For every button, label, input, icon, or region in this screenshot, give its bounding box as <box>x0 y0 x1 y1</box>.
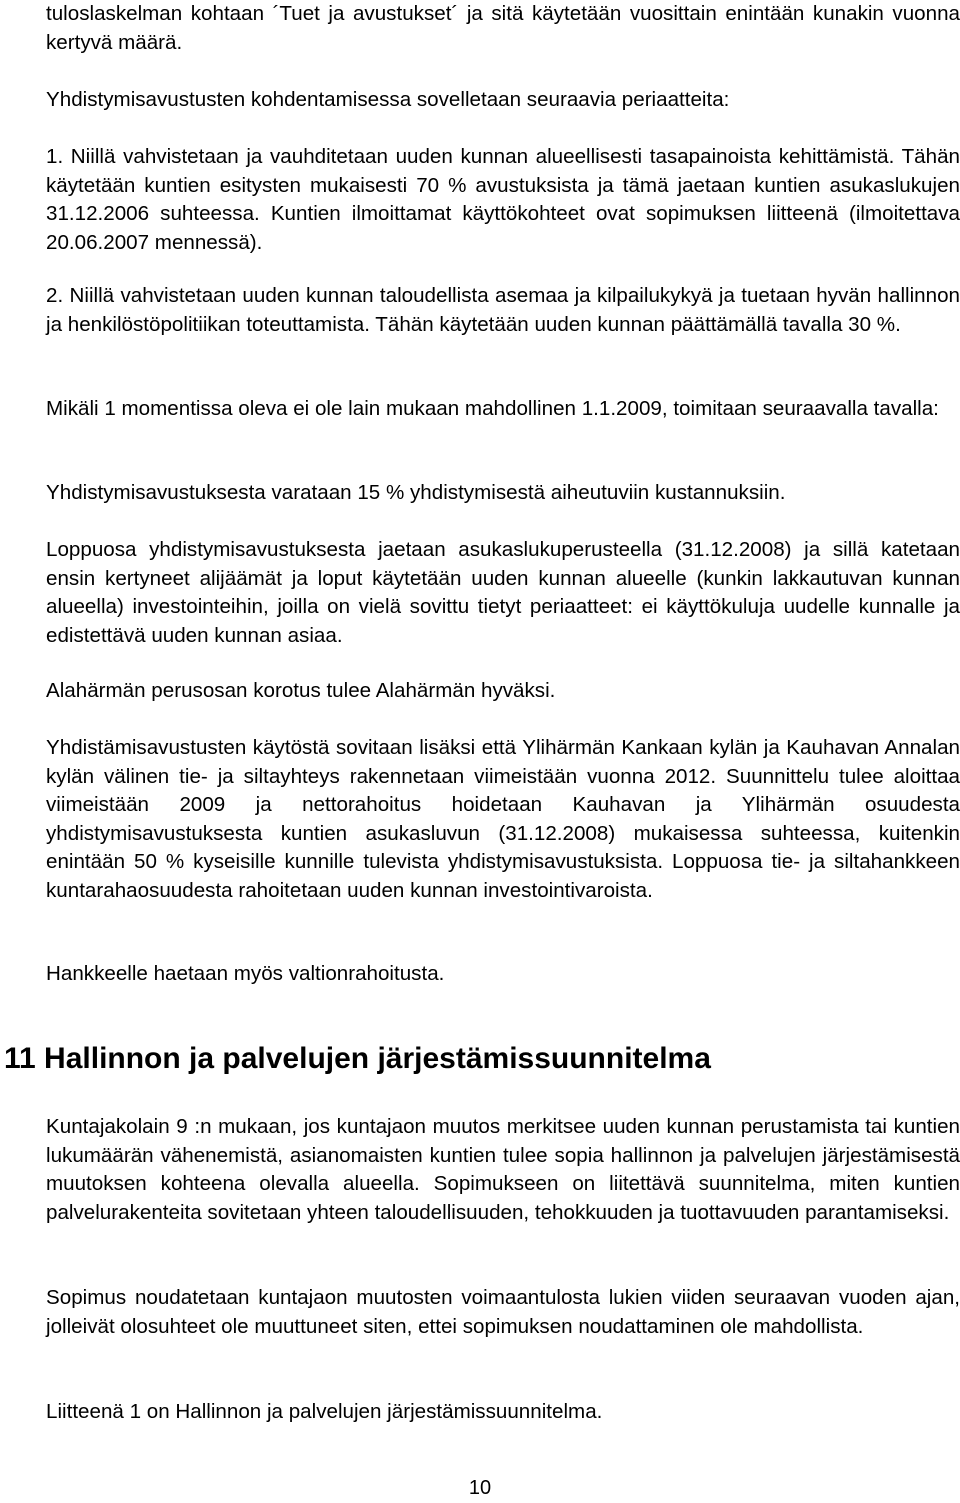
paragraph-alternative: Mikäli 1 momentissa oleva ei ole lain mukaan mahdollinen 1.1.2009, toimitaan seuraavalla tavalla: <box>46 397 939 420</box>
paragraph-funding-use: tuloslaskelman kohtaan ´Tuet ja avustukset´ ja sitä käytetään vuosittain enintään kunakin vuonna kertyvä määrä. <box>46 2 960 54</box>
paragraph-remainder: Loppuosa yhdistymisavustuksesta jaetaan asukaslukuperusteella (31.12.2008) ja sillä katetaan ensin kertyneet alijäämät ja loput käytetään uuden kunnan alueelle (kunkin lakkautuvan kunnan alueella) investointeihin, joilla on vielä sovittu tietyt periaatteet: ei käyttökuluja uudelle kunnalle ja edistettävä uuden kunnan asiaa. <box>46 538 960 647</box>
paragraph-principle-1: 1. Niillä vahvistetaan ja vauhditetaan uuden kunnan alueellisesti tasapainoista kehittämistä. Tähän käytetään kuntien esitysten mukaisesti 70 % avustuksista ja tämä jaetaan kuntien asukaslukujen 31.12.2006 suhteessa. Kuntien ilmoittamat käyttökohteet ovat sopimuksen liitteenä (ilmoitettava 20.06.2007 mennessä). <box>46 145 960 254</box>
paragraph-road-project: Yhdistämisavustusten käytöstä sovitaan lisäksi että Ylihärmän Kankaan kylän ja Kauhavan Annalan kylän välinen tie- ja siltayhteys rakennetaan viimeistään vuonna 2012. Suunnittelu tulee aloittaa viimeistään 2009 ja nettorahoitus hoidetaan Kauhavan ja Ylihärmän osuudesta yhdistymisavustuksesta kuntien asukasluvun (31.12.2008) mukaisessa suhteessa, kuitenkin enintään 50 % kyseisille kunnille tulevista yhdistymisavustuksista. Loppuosa tie- ja siltahankkeen kuntarahaosuudesta rahoitetaan uuden kunnan investointivaroista. <box>46 736 960 902</box>
paragraph-appendix: Liitteenä 1 on Hallinnon ja palvelujen järjestämissuunnitelma. <box>46 1400 603 1423</box>
section-heading: 11 Hallinnon ja palvelujen järjestämissuunnitelma <box>4 1042 711 1075</box>
paragraph-reservation: Yhdistymisavustuksesta varataan 15 % yhdistymisestä aiheutuviin kustannuksiin. <box>46 481 786 504</box>
paragraph-principles-intro: Yhdistymisavustusten kohdentamisessa sovelletaan seuraavia periaatteita: <box>46 88 730 111</box>
paragraph-state-funding: Hankkeelle haetaan myös valtionrahoitusta. <box>46 962 445 985</box>
page-number: 10 <box>468 1477 492 1499</box>
paragraph-agreement-duration: Sopimus noudatetaan kuntajaon muutosten voimaantulosta lukien viiden seuraavan vuoden ajan, jolleivät olosuhteet ole muuttuneet siten, ettei sopimuksen noudattaminen ole mahdollista. <box>46 1286 960 1338</box>
paragraph-alaharma: Alahärmän perusosan korotus tulee Alahärmän hyväksi. <box>46 679 556 702</box>
paragraph-principle-2: 2. Niillä vahvistetaan uuden kunnan taloudellista asemaa ja kilpailukykyä ja tuetaan hyvän hallinnon ja henkilöstöpolitiikan toteuttamista. Tähän käytetään uuden kunnan päättämällä tavalla 30 %. <box>46 284 960 336</box>
paragraph-municipal-act: Kuntajakolain 9 :n mukaan, jos kuntajaon muutos merkitsee uuden kunnan perustamista tai kuntien lukumäärän vähenemistä, asianomaisten kuntien tulee sopia hallinnon ja palvelujen järjestämisestä muutoksen kohteena olevalla alueella. Sopimukseen on liitettävä suunnitelma, miten kuntien palvelurakenteita sovitetaan yhteen taloudellisuuden, tehokkuuden ja tuottavuuden parantamiseksi. <box>46 1115 960 1224</box>
